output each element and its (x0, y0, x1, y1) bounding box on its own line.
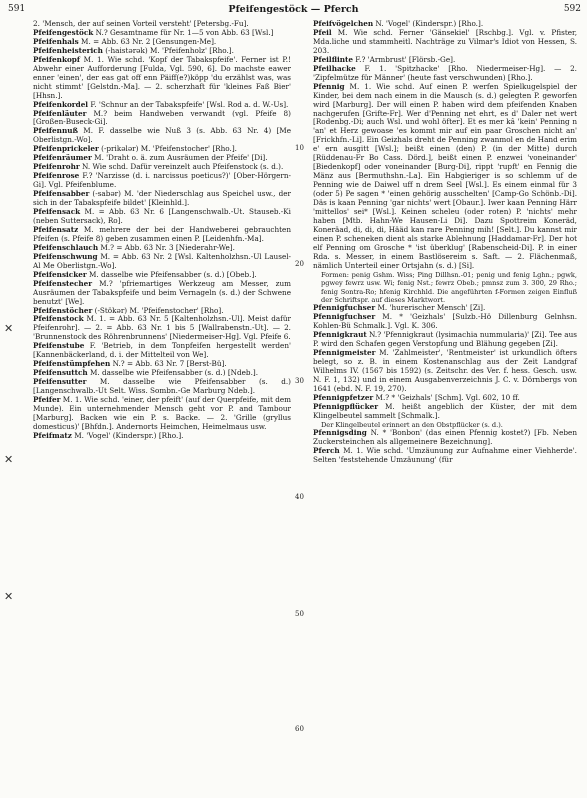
dictionary-entry (313, 429, 577, 447)
dictionary-entry (33, 110, 291, 128)
left-column (33, 20, 291, 441)
entry-text: N.? 'Pfennigkraut (lysimachia nummularia)' [Zi]. Tee aus P. wird den Schafen gegen Verstopfung und Blähung gegeben [Zi]. (313, 330, 577, 349)
entry-text: M. 1. = Abb. 63 Nr. 5 [Kaltenholzhsn.-Ul]. Meist dafür Pfeifenrohr]. — 2. = Abb. 63 Nr. 1 bis 5 [Wallrabenstn.-Ut]. — 2. 'Brunnenstock des Röhrenbrunnens' [Niedermeiser-Hg]. Vgl. Pfeife 6. (33, 314, 291, 342)
entry-text: M. 1. Wie schd. 'Umzäunung zur Aufnahme einer Viehherde'. Selten 'feststehende Umzäunung' (für (313, 446, 577, 464)
dictionary-entry (33, 172, 291, 190)
entry-text: M.? * 'Geizhals' [Schm]. Vgl. 602, 10 ff. (373, 392, 520, 402)
entry-text: F. 'Schnur an der Tabakspfeife' [Wsl. Rod a. d. W.-Us]. (88, 99, 289, 109)
entry-lemma: Pfeifenstümpfehen (33, 359, 111, 369)
entry-lemma: Pfeilhacke (313, 63, 356, 73)
line-number: 50 (295, 610, 304, 618)
margin-cross-mark: ✕ (4, 453, 14, 466)
entry-text: M.? = Abb. 63 Nr. 3 [Niederahr-We]. (98, 242, 235, 252)
entry-lemma: Pfeifenheisterich (33, 45, 103, 55)
entry-lemma: Pfeifenkopf (33, 54, 80, 64)
entry-text: M. * 'Geizhals' [Sulzb.-Hö Dillenburg Gelnhsn. Kohlen-Bü Schmalk.]. Vgl. K. 306. (313, 312, 577, 331)
line-number: 30 (295, 377, 304, 385)
entry-text: M. 'Vogel' (Kinderspr.) [Rho.]. (71, 430, 184, 440)
entry-text: M. = Abb. 63 Nr. 6 [Langenschwalb.-Ut. Stauseb.-Ki (neben Suttersack), Ro]. (33, 207, 291, 225)
entry-lemma: Pfeifensutter (33, 377, 87, 387)
entry-lemma: Pfeifenstube (33, 341, 85, 351)
entry-lemma: Pfeifenschwung (33, 251, 98, 261)
entry-text: M. dasselbe wie Pfeifensabber (s. d.) [Langenschwalb.-Ut Selt. Wiss. Sombn.-Ge Marburg Ndeb.]. (33, 377, 291, 396)
entry-text: F.? 'Armbrust' [Flörsb.-Ge]. (352, 54, 456, 64)
dictionary-entry (313, 349, 577, 394)
dictionary-entry (313, 29, 577, 56)
entry-lemma: Pfennig (313, 81, 345, 91)
dictionary-entry (33, 190, 291, 208)
entry-text: M. mehrere der bei der Handweberei gebrauchten Pfeifen (s. Pfeife 8) geben zusammen einen P. [Leidenhfn.-Ma]. (33, 224, 291, 243)
entry-lemma: Pfeifer (33, 395, 61, 405)
entry-text: M. 1. Wie schd. 'Kopf der Tabakspfeife'. Ferner ist P.! Abwehr einer Aufforderung [Fulda, Vgl. 590, 6]. Do machste eawer enner 'einen', der eas gat off enn Päiff(e?)köpp 'du erzählst was, was nicht stimmt' [Gelstdn.-Ma]. — 2. scherzhaft für 'kleines Faß Bier' [Hhsn.]. (33, 54, 291, 100)
entry-lemma: Pfeifenläuter (33, 108, 87, 118)
entry-text: F.? 'Narzisse (d. i. narcissus poeticus?)' [Ober-Hörgern-Gi]. Vgl. Pfeifenblume. (33, 171, 291, 190)
page-number-left: 591 (8, 4, 26, 14)
dictionary-entry (33, 208, 291, 226)
entry-lemma: Pfeil (313, 27, 332, 37)
entry-lemma: Pfennigpfetzer (313, 392, 374, 402)
page-header (0, 4, 587, 18)
entry-lemma: Pfennigfuchser (313, 303, 376, 313)
entry-text: M. 'Zahlmeister', 'Rentmeister' ist urkundlich öfters belegt, so z. B. in einem Kostenanschlag aus der Zeit Landgraf Wilhelms IV. (1567 bis 1592) (s. Zeitschr. des Ver. f. hess. Gesch. usw. N. F. 1, 132) und in einem Ausgabenverzeichnis J. C. v. Dörnbergs von 1641 (ebd. N. F. 19, 270). (313, 348, 577, 393)
dictionary-entry (313, 65, 577, 83)
entry-text: M. = Abb. 63 Nr. 2 [Wsl. Kaltenholzhsn.-Ul Lausel-Al Me Oberlistgn.-Wo]. (33, 251, 291, 270)
dictionary-entry (33, 280, 291, 307)
dictionary-entry (33, 396, 291, 432)
entry-text: (-prikələr) M. 'Pfeifenstocher' [Rho.]. (98, 144, 237, 154)
entry-text: M. Wie schd. Ferner 'Gänsekiel' [Rschbg.]. Vgl. v. Pfister, Mda.liche und stammheitl. Nachträge zu Vilmar's Idiot von Hessen, S. 203. (313, 27, 577, 55)
entry-text: N.? Gesamtname für Nr. 1—5 von Abb. 63 [Wsl.] (93, 27, 274, 37)
entry-text: M. 1. Wie schd. Auf einen P. werfen Spielkugelspiel der Kinder, bei dem nach einem in die Mausch (s. d.) gelegten P. geworfen wird [Marburg]. Der will einen P. haben wird dem pfeifenden Knaben nachgerufen [Grifte-Fr]. Wer d'Penning net ehrt, es d' Daler net wert [Rodenbg.-Di; auch Wsl. und wohl öfter]. Et es mer kâ 'kein' Penning n 'an' et Herz gewoase 'es kommt mir auf ein paar Groschen nicht an' [Frickhfn.-Li]. Ein Geizhals dreht de Penning zwanmol en de Hand erim e' ern ausgitt [Wsl.]; beißt einen (den) P. (in der Mitte) durch [Rüddenau-Fr Bo Cass. Dörd.], beißt einen P. enzwei 'voneinander' [Biedenkopf] oder voneinander [Burg-Di], rippt 'rupft' en Fennig die Mänz aus [Bermuthshn.-La]. Ein Habgieriger is so schlemm uf de Penning wie de Daiwel uff n drem Seel [Wsl.]. Es einem einmal für 3 (oder 5) Pe sagen * 'einen gehörig ausschelten' [Camp-Go Schönb.-Di]. Däs is kaan Penning 'gar nichts' wert [Obaur.]. Iwer kaan Penning Härr 'mittellos' sei* [Wsl.]. Keinen scheleu (oder roten) P. 'nichts' mehr haben [Mtb. Hahn-We Hausen-Li Di]. Dazu Spottreim Koneräd, Koneräad, di, di, di, Hääd kan rare Penning mih! [Selt.]. Du kannst mir einen P. scheneken dient als starke Ablehnung [Haddamar-Fr]. Der hot elf Penning om Grosche * 'ist überklug' [Rabenscheid-Di]. P. in einer Rda. s. Messer, in einem Bastlösereim s. Saft. — 2. Flächenmaß, nämlich Unterteil einer Ortsjahn (s. d.) [Si]. (313, 81, 577, 270)
dictionary-entry (33, 226, 291, 244)
entry-lemma: Pfeifensabber (33, 189, 90, 199)
line-number: 60 (295, 725, 304, 733)
entry-text: M. 1. Wie schd. 'einer, der pfeift' (auf der Querpfeife, mit dem Munde). Ein unternehmender Mensch geht vor P. and Tambour [Marburg]. Backen wie ein P. s. Backe. — 2. 'Grille (gryllus domesticus)' [Bhfdn.]. Andernorts Heimchen, Heimelmaus usw. (33, 395, 291, 431)
entry-text: M. 'hurerischer Mensch' [Zi]. (375, 303, 486, 313)
entry-text: M. dasselbe wie Pfeifensabber (s. d.) [Obeb.]. (86, 269, 257, 279)
entry-lemma: Pfeifenrohr (33, 162, 80, 172)
dictionary-entry (313, 331, 577, 349)
line-number: 20 (295, 260, 304, 268)
margin-cross-mark: ✕ (4, 590, 14, 603)
entry-text: M.? 'pfriemartiges Werkzeug am Messer, zum Ausräumen der Tabakspfeife und beim Vernageln (s. d.) der Schwene benutzt' [We]. (33, 278, 291, 306)
entry-text: N. 'Vogel' (Kinderspr.) [Rho.]. (373, 19, 484, 28)
dictionary-entry (33, 253, 291, 271)
entry-lemma: Pfeifvögelchen (313, 19, 374, 28)
entry-lemma: Pfeifenstöcher (33, 305, 93, 315)
entry-lemma: Pfeilflinte (313, 54, 353, 64)
entry-text: (-sabər) M. 'der Niederschlag aus Speichel usw., der sich in der Tabakspfeife bildet' [Kleinhld.]. (33, 189, 291, 208)
dictionary-entry (313, 447, 577, 465)
entry-text: Formen: penig Gshm. Wiss; Ping Dillhsn.-01; penig und fenig Lghn.; pgwk, pgwey fewrz usw. Wi; fenig Nst.; fewrz Obeb.; pmnsz zum 3. 300, 29 Rho.; fenig Sontra-Ro; hfenig Kirchhld. Die angeführten f-Formen zeigen Einfluß der Schriftspr. auf dieses Marktwort. (321, 270, 577, 304)
entry-text: N.? = Abb. 63 Nr. 7 [Berst-Bü]. (110, 359, 227, 369)
entry-lemma: Pfeifensatz (33, 224, 79, 234)
entry-lemma: Pfeifenschlauch (33, 242, 99, 252)
entry-lemma: Pfeifensack (33, 207, 81, 217)
entry-lemma: Pfeifenstecher (33, 278, 93, 288)
running-title: Pfeifengestöck — Pferch (228, 4, 359, 15)
entry-lemma: Pfeifenstock (33, 314, 84, 324)
entry-text: M.? beim Handweben verwandt (vgl. Pfeife 8) [Großen-Buseck-Gi]. (33, 108, 291, 127)
entry-lemma: Pfeifmatz (33, 430, 72, 440)
dictionary-entry (33, 432, 291, 441)
entry-lemma: Pfeifennuß (33, 126, 78, 136)
entry-lemma: Pfeifenrose (33, 171, 80, 181)
dictionary-entry (33, 378, 291, 396)
entry-text: Der Klingelbeutel erinnert an den Obstpflücker (s. d.). (321, 420, 503, 429)
entry-lemma: Pfeifenräumer (33, 153, 92, 163)
page-number-right: 592 (563, 4, 581, 14)
entry-lemma: Pfeifenhals (33, 36, 79, 46)
entry-lemma: Pfennigmeister (313, 348, 376, 358)
entry-text: M. dasselbe wie Pfeifensabber (s. d.) [Ndeb.]. (87, 368, 259, 378)
entry-lemma: Pfennigkraut (313, 330, 367, 340)
entry-text: M. = Abb. 63 Nr. 2 [Gensungen-Me]. (78, 36, 217, 46)
entry-text: N. Wie schd. Dafür vereinzelt auch Pfeifenstock (s. d.). (79, 162, 284, 172)
entry-lemma: Pfennigpflücker (313, 401, 379, 411)
dictionary-entry (313, 313, 577, 331)
entry-text: 2. 'Mensch, der auf seinen Vorteil versteht' [Petersbg.-Fu]. (33, 19, 249, 28)
entry-text: (-Stökər) M. 'Pfeifenstocher' [Rho]. (92, 305, 224, 315)
entry-lemma: Pfeifensicker (33, 269, 87, 279)
dictionary-entry (33, 56, 291, 101)
entry-text: M. F. dasselbe wie Nuß 3 (s. Abb. 63 Nr. 4) [Me Oberlistgn.-Wo]. (33, 126, 291, 145)
line-number: 10 (295, 144, 304, 152)
dictionary-entry (33, 127, 291, 145)
dictionary-entry (33, 315, 291, 342)
entry-lemma: Pferch (313, 446, 340, 456)
margin-cross-mark: ✕ (4, 322, 14, 335)
dictionary-entry (313, 403, 577, 421)
entry-text: M. heißt angeblich der Küster, der mit dem Klingelbeutel sammelt [Schmalk.]. (313, 401, 577, 420)
entry-lemma: Pfennigfuchser (313, 312, 376, 322)
dictionary-entry (313, 271, 577, 305)
entry-lemma: Pfeifengestöck (33, 27, 94, 37)
entry-lemma: Pfeifenprickeler (33, 144, 99, 154)
entry-lemma: Pfeifenkordel (33, 99, 89, 109)
entry-text: M. 'Draht o. ä. zum Ausräumen der Pfeife' [Di]. (91, 153, 268, 163)
entry-text: F. 1. 'Spitzhacke' [Rho. Niedermeiser-Hg]. — 2. 'Zipfelmütze für Männer' (heute fast verschwunden) [Rho.]. (313, 63, 577, 82)
entry-text: (-haistərək) M. 'Pfeifenholz' [Rho.]. (102, 45, 234, 55)
dictionary-entry (313, 83, 577, 271)
right-column (313, 20, 577, 465)
entry-lemma: Pfennigsding (313, 428, 367, 438)
entry-text: F. 'Betrieb, in dem Tonpfeifen hergestellt werden' [Kannenbäckerland, d. i. der Mittelteil von We]. (33, 341, 291, 360)
entry-lemma: Pfeifensuttch (33, 368, 88, 378)
dictionary-entry (33, 342, 291, 360)
line-number: 40 (295, 493, 304, 501)
entry-text: N. * 'Bonbon' (das einen Pfennig kostet?) [Fb. Neben Zuckersteinchen als allgemeinere Bezeichnung]. (313, 428, 577, 447)
